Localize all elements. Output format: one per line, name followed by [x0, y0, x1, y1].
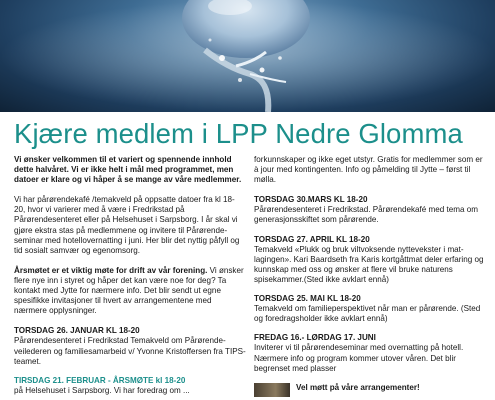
event-description: Temakveld om familieperspektivet når man er pårørende. (Sted og foredragsholder ikke avklart ennå): [254, 304, 481, 324]
event-item: [254, 195, 486, 225]
event-item: [254, 294, 486, 324]
event-description: Temakveld «Plukk og bruk viltvoksende nyttevekster i mat- lagingen». Kari Baardseth fra Karis kortgåttmat deler erfaring og kunnskap med oss og ønsker at flere vil bruke naturens spisekammer.(Sted ikke avklart ennå): [254, 244, 484, 284]
page-title: Kjære medlem i LPP Nedre Glomma: [14, 118, 463, 149]
continued-text: forkunnskaper og ikke eget utstyr. Gratis for medlemmer som er à jour med kontingenten. Info og påmelding til Jytte – først til mølla.: [254, 155, 483, 185]
closing-text: Vel møtt på våre arrangementer!: [296, 382, 420, 392]
event-description: Pårørendesenteret i Fredrikstad Temakveld om Pårørende- veilederen og familiesamarbeid v/ Yvonne Kristoffersen fra TIPS- teamet.: [14, 336, 246, 366]
right-column: [254, 155, 486, 397]
event-description: Pårørendesenteret i Fredrikstad. Pårørendekafé med tema om generasjonsskiftet som pårørende.: [254, 205, 479, 225]
small-photo: [254, 383, 290, 397]
event-item: [14, 326, 246, 366]
event-title: TIRSDAG 21. FEBRUAR - ÅRSMØTE kl 18-20: [14, 375, 186, 385]
event-item: [254, 235, 486, 285]
left-column: [14, 155, 246, 400]
event-title: TORSDAG 30.MARS KL 18-20: [254, 195, 368, 205]
arsmote-paragraph: [14, 266, 246, 316]
arsmote-lead: Årsmøtet er et viktig møte for drift av vår forening.: [14, 265, 208, 275]
event-item: [14, 376, 246, 396]
event-title: FREDAG 16.- LØRDAG 17. JUNI: [254, 333, 376, 343]
header-photo-frost-plant: [0, 0, 495, 112]
event-description: Inviterer vi til pårørendeseminar med overnatting på hotell. Nærmere info og program kommer utover våren. Det blir begrenset med plasser: [254, 343, 464, 373]
frost-bubble-illustration: [0, 0, 495, 112]
kafe-paragraph: Vi har pårørendekafé /temakveld på oppsatte datoer fra kl 18- 20, hvor vi varierer med å være i Fredrikstad på Pårørendesenteret eller på Helsehuset i Sarpsborg. I år skal vi gjøre ekstra stas på medlemmene og invitere til Pårørende- seminar med hotellovernatting i juni. Her blir det nyttig påfyll og tid sosialt samvær og egenomsorg.: [14, 195, 240, 255]
event-title: TORSDAG 25. MAI KL 18-20: [254, 294, 361, 304]
event-description: på Helsehuset i Sarpsborg. Vi har foredrag om ...: [14, 385, 190, 395]
intro-text: Vi ønsker velkommen til et variert og spennende innhold dette halvåret. Vi er ikke helt i mål med programmet, men datoer er klare og vi håper å se mange av våre medlemmer.: [14, 155, 242, 185]
event-item: [254, 333, 486, 373]
event-title: TORSDAG 27. APRIL KL 18-20: [254, 234, 370, 244]
event-title: TORSDAG 26. JANUAR KL 18-20: [14, 326, 140, 336]
closing-row: [254, 383, 486, 397]
arsmote-body: Vi ønsker flere nye inn i styret og håper det kan være noe for deg? Ta kontakt med Jytte for nærmere info. Det blir sendt ut egne spesifikke invitasjoner til hvert av arrangementene med nærmere opplysninger.: [14, 265, 244, 316]
